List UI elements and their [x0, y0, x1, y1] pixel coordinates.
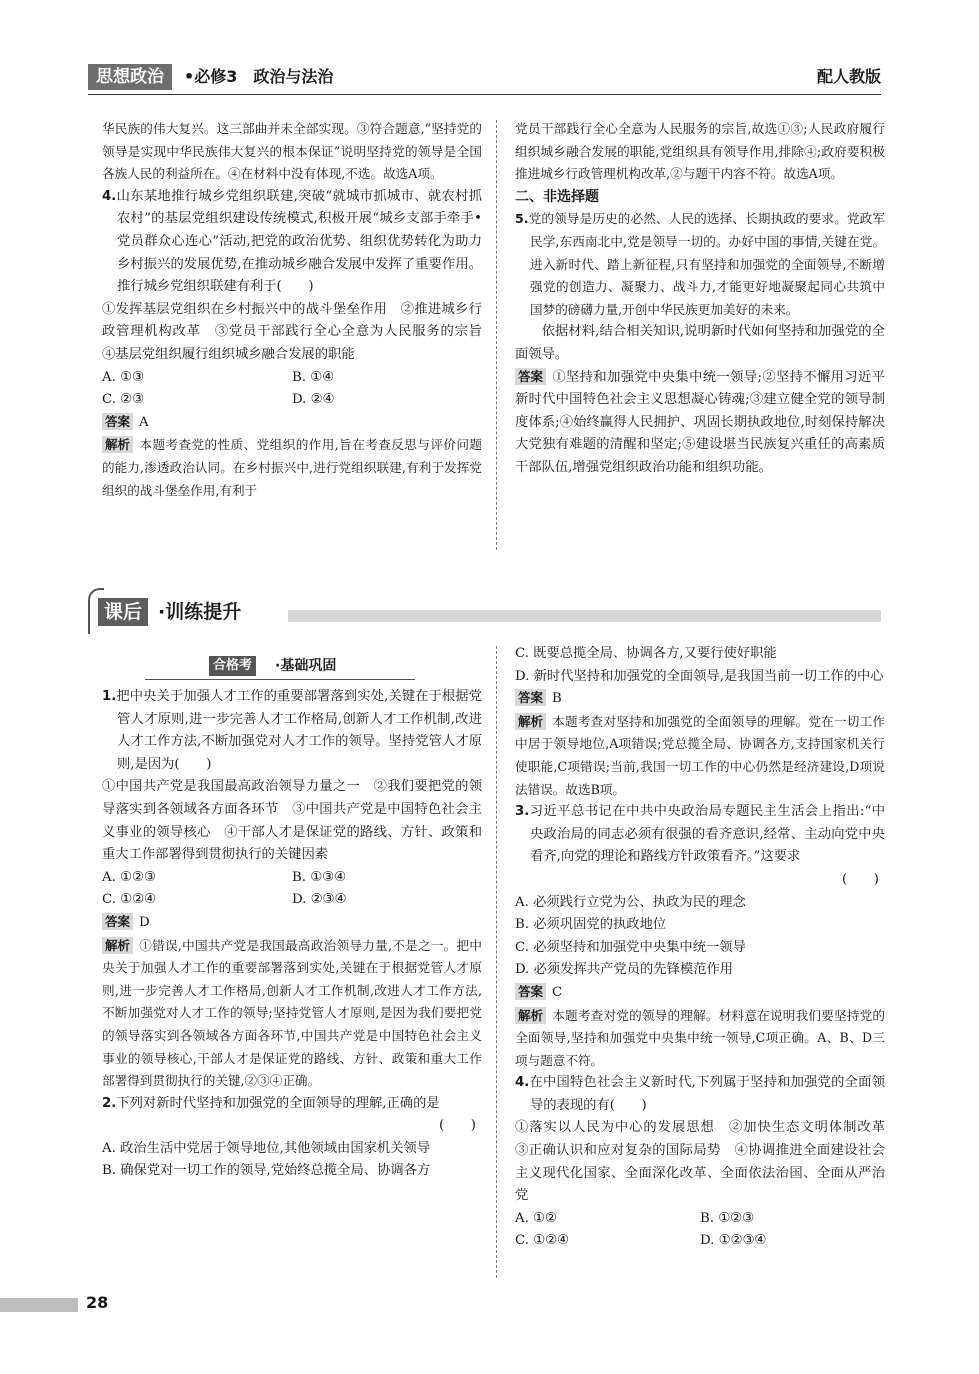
answer-block: 答案 ①坚持和加强党中央集中统一领导;②坚持不懈用习近平新时代中国特色社会主义思想凝心铸魂;③建立健全党的领导制度体系;④始终赢得人民拥护、巩固长期执政地位,时刻保持解决大党独有难题的清醒和坚定;⑤建设堪当民族复兴重任的高素质干部队伍,增强党组织政治功能和组织功能。	[515, 368, 885, 475]
option: D. ②④	[292, 392, 335, 408]
question-3-stem: 3.习近平总书记在中共中央政治局专题民主生活会上指出:“中央政治局的同志必须有很强的看齐意识,经常、主动向党中央看齐,向党的理论和路线方针政策看齐。”这要求	[515, 804, 885, 865]
option: B. ①④	[292, 369, 335, 385]
section-heading: 二、非选择题	[515, 188, 599, 205]
option: C. ①②④	[515, 1233, 569, 1249]
option: A. 必须践行立党为公、执政为民的理念	[515, 894, 746, 910]
section-title: ·训练提升	[158, 601, 242, 623]
page-number: 28	[86, 1293, 109, 1312]
answer-tag: 答案	[515, 983, 546, 1000]
answer-line: 答案 A	[102, 412, 482, 435]
analysis-block: 解析 ①错误,中国共产党是我国最高政治领导力量,不是之一。把中央关于加强人才工作的重要部署落到实处,关键在于根据党管人才原则,进一步完善人才工作格局,创新人才工作机制,改进人才工作方法,不断加强党对人才工作的领导;坚持党管人才原则,是因为我们要把党的领导落实到各领域各方面各环节,中国共产党是中国特色社会主义事业的领导核心,干部人才是保证党的路线、方针、政策和重大工作部署得到贯彻执行的关键,②③④正确。	[102, 937, 482, 1089]
subject-label: 思想政治	[88, 64, 172, 90]
question-4-options	[515, 1208, 885, 1253]
option: A. ①②	[515, 1210, 557, 1226]
book-title: •必修3 政治与法治	[184, 67, 334, 86]
top-right-column	[515, 118, 885, 480]
question-number: 4.	[102, 188, 117, 204]
question-4-stem: 4.在中国特色社会主义新时代,下列属于坚持和加强党的全面领导的表现的有( )	[515, 1075, 885, 1113]
answer-line: 答案 D	[102, 912, 482, 935]
answer-tag: 答案	[102, 413, 133, 430]
question-number: 3.	[515, 804, 530, 820]
option: D. 新时代坚持和加强党的全面领导,是我国当前一切工作的中心	[515, 668, 884, 684]
answer-line: 答案 C	[515, 982, 885, 1005]
analysis-continued: 华民族的伟大复兴。这三部曲并未全部实现。③符合题意,“坚持党的领导是实现中华民族伟大复兴的根本保证”说明坚持党的领导是全国各族人民的利益所在。④在材料中没有体现,不选。故选A项。	[102, 121, 482, 182]
question-number: 5.	[515, 211, 529, 227]
level-subtitle: ·基础巩固	[275, 658, 337, 674]
section-label: 课后	[98, 598, 148, 626]
question-number: 4.	[515, 1075, 530, 1091]
option: C. ①②④	[102, 892, 156, 908]
question-4-items: ①发挥基层党组织在乡村振兴中的战斗堡垒作用 ②推进城乡行政管理机构改革 ③党员干部践行全心全意为人民服务的宗旨 ④基层党组织履行组织城乡融合发展的职能	[102, 301, 496, 362]
edition-label: 配人教版	[816, 67, 881, 86]
option: B. 确保党对一切工作的领导,党始终总揽全局、协调各方	[102, 1163, 431, 1179]
option: D. ②③④	[292, 892, 347, 908]
banner-rule	[288, 610, 881, 622]
bottom-right-column	[515, 643, 899, 1253]
question-1-items: ①中国共产党是我国最高政治领导力量之一 ②我们要把党的领导落实到各领域各方面各环节 ③中国共产党是中国特色社会主义事业的领导核心 ④干部人才是保证党的路线、方针、政策和重大工作部署得到贯彻执行的关键因素	[102, 779, 482, 863]
level-heading	[145, 655, 415, 680]
page-number-bar	[0, 1298, 78, 1312]
answer-line: 答案 B	[515, 688, 885, 711]
option: D. ①②③④	[700, 1233, 767, 1249]
question-4-stem: 4.山东某地推行城乡党组织联建,突破“就城市抓城市、就农村抓农村”的基层党组织建设传统模式,积极开展“城乡支部手牵手•党员群众心连心”活动,把党的政治优势、组织优势转化为助力乡村振兴的发展优势,在推动城乡融合发展中发挥了重要作用。推行城乡党组织联建有利于( )	[102, 188, 482, 295]
option: A. ①②③	[102, 869, 156, 885]
analysis-block: 解析 本题考查对党的领导的理解。材料意在说明我们要坚持党的全面领导,坚持和加强党中央集中统一领导,C项正确。A、B、D三项与题意不符。	[515, 1007, 885, 1068]
analysis-tag: 解析	[102, 937, 133, 954]
section-banner	[88, 588, 881, 632]
top-left-column	[102, 118, 496, 502]
analysis-tag: 解析	[102, 436, 133, 453]
answer-bracket: ( )	[842, 871, 879, 887]
option: A. ①③	[102, 369, 144, 385]
running-header	[88, 60, 881, 95]
answer-bracket: ( )	[439, 1118, 476, 1134]
option: B. ①③④	[292, 869, 346, 885]
question-4-options	[102, 367, 482, 412]
option: B. ①②③	[700, 1210, 754, 1226]
question-4-items: ①落实以人民为中心的发展思想 ②加快生态文明体制改革 ③正确认识和应对复杂的国际局势 ④协调推进全面建设社会主义现代化国家、全面深化改革、全面依法治国、全面从严治党	[515, 1120, 899, 1204]
level-badge: 合格考	[209, 656, 256, 676]
answer-tag: 答案	[102, 913, 133, 930]
analysis-tag: 解析	[515, 1007, 546, 1024]
option: A. 政治生活中党居于领导地位,其他领域由国家机关领导	[102, 1140, 431, 1156]
option: C. ②③	[102, 392, 144, 408]
option: D. 必须发挥共产党员的先锋模范作用	[515, 962, 734, 978]
bottom-left-column	[102, 686, 482, 1183]
question-5-prompt: 依据材料,结合相关知识,说明新时代如何坚持和加强党的全面领导。	[515, 324, 885, 362]
question-1-options	[102, 867, 482, 912]
analysis-continued: 党员干部践行全心全意为人民服务的宗旨,故选①③;人民政府履行组织城乡融合发展的职能,党组织具有领导作用,排除④;政府要积极推进城乡行政管理机构改革,②与题干内容不符。故选A项。	[515, 121, 885, 182]
question-5-stem: 5.党的领导是历史的必然、人民的选择、长期执政的要求。党政军民学,东西南北中,党是领导一切的。办好中国的事情,关键在党。进入新时代、踏上新征程,只有坚持和加强党的全面领导,不断增强党的创造力、凝聚力、战斗力,才能更好地凝聚起同心共筑中国梦的磅礴力量,开创中华民族更加美好的未来。	[515, 211, 885, 317]
option: B. 必须巩固党的执政地位	[515, 917, 667, 933]
question-number: 2.	[102, 1095, 117, 1111]
answer-tag: 答案	[515, 368, 546, 385]
column-divider	[496, 120, 497, 550]
answer-tag: 答案	[515, 689, 546, 706]
option: C. 必须坚持和加强党中央集中统一领导	[515, 939, 746, 955]
column-divider	[496, 646, 497, 1278]
option: C. 既要总揽全局、协调各方,又要行使好职能	[515, 646, 777, 661]
question-1-stem: 1.把中央关于加强人才工作的重要部署落到实处,关键在于根据党管人才原则,进一步完善人才工作格局,创新人才工作机制,改进人才工作方法,不断加强党对人才工作的领导。坚持党管人才原则,是因为( )	[102, 689, 482, 772]
question-number: 1.	[102, 689, 117, 704]
question-2-stem: 2.下列对新时代坚持和加强党的全面领导的理解,正确的是	[102, 1095, 440, 1111]
analysis-block: 解析 本题考查党的性质、党组织的作用,旨在考查反思与评价问题的能力,渗透政治认同。在乡村振兴中,进行党组织联建,有利于发挥党组织的战斗堡垒作用,有利于	[102, 437, 482, 498]
analysis-tag: 解析	[515, 713, 546, 730]
analysis-block: 解析 本题考查对坚持和加强党的全面领导的理解。党在一切工作中居于领导地位,A项错误;党总揽全局、协调各方,支持国家机关行使职能,C项错误;当前,我国一切工作的中心仍然是经济建设,D项说法错误。故选B项。	[515, 713, 885, 797]
